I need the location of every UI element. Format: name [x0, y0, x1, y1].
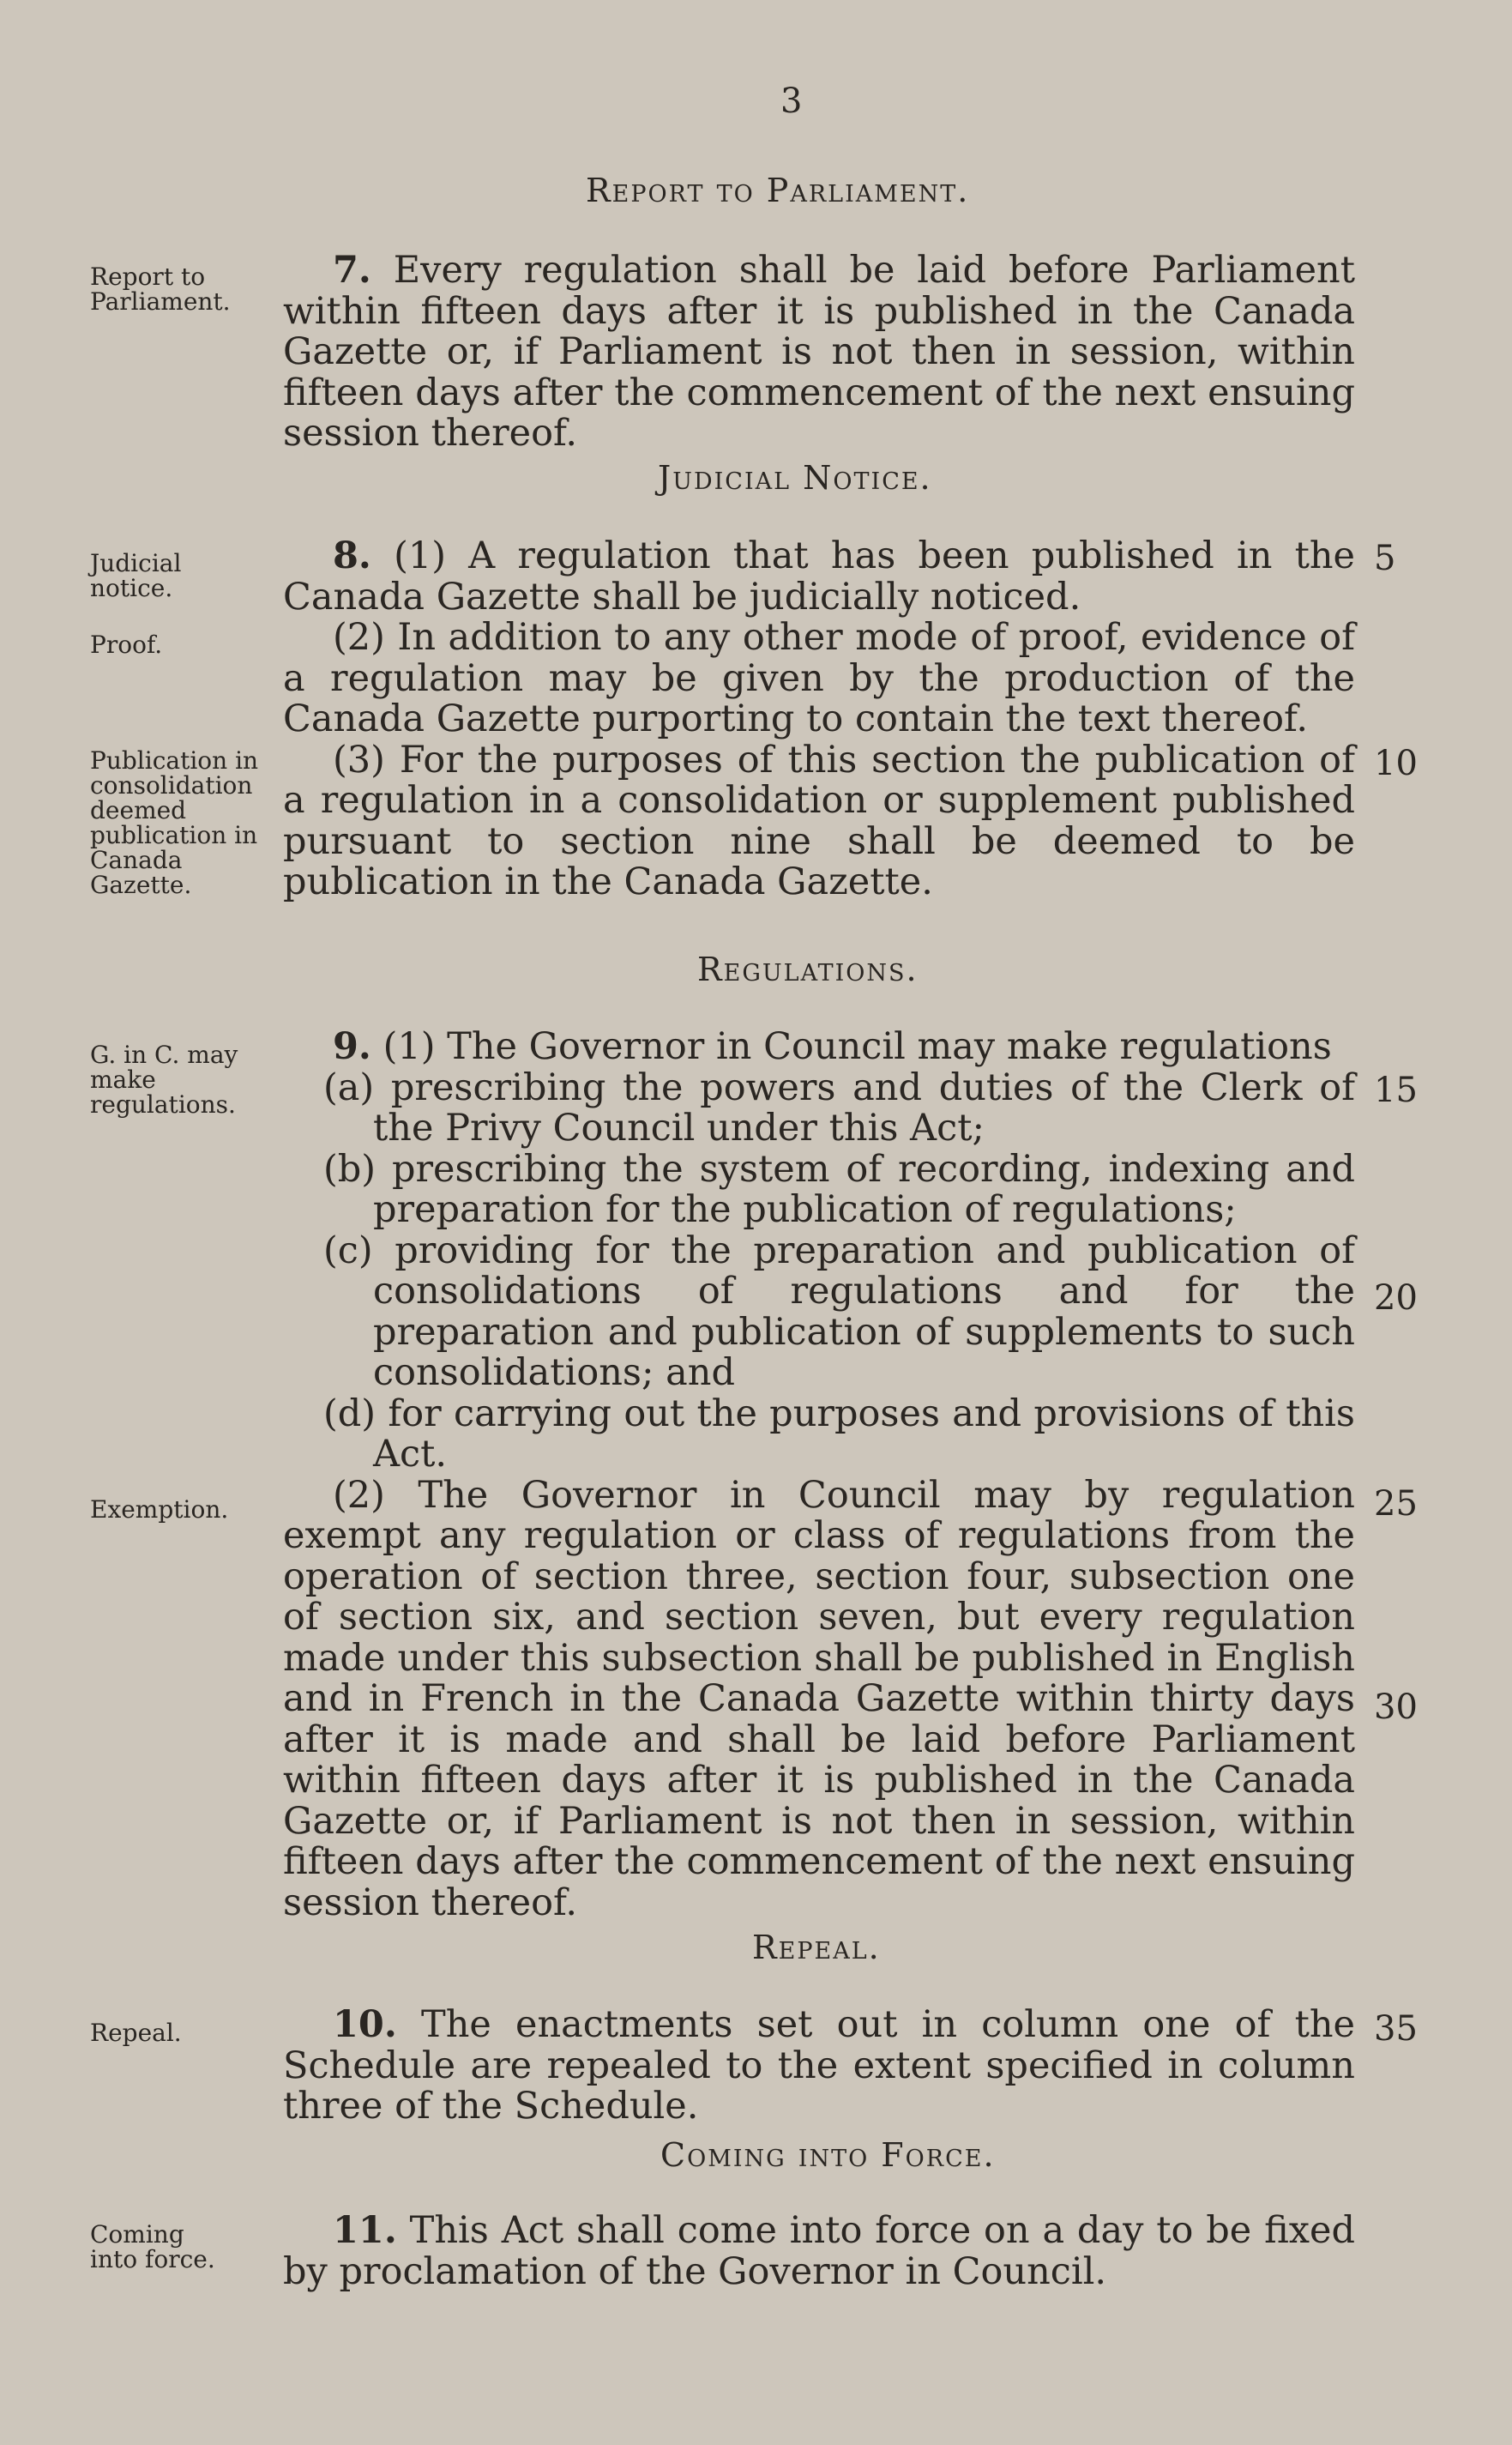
line-number-5: 5 — [1374, 539, 1396, 578]
margin-note-exemption: Exemption. — [90, 1495, 229, 1524]
page-number: 3 — [780, 82, 803, 121]
section-8-sub2: (2) In addition to any other mode of proof, evidence of a regulation may be given by the production of the Canada Gazette purporting to contain the text thereof. — [283, 616, 1355, 740]
section-8-sub3: (3) For the purposes of this section the publication of a regulation in a consolidation or supplement published pursuant to section nine shall be deemed to be publication in the Canada Gazette. — [283, 738, 1355, 903]
section-10 — [283, 2005, 1355, 2128]
section-number-10: 10. — [333, 2003, 397, 2046]
margin-note-gic: G. in C. may make regulations. — [90, 1041, 238, 1119]
heading-report-to-parliament: Report to Parliament. — [586, 172, 970, 209]
section-number-11: 11. — [333, 2209, 397, 2252]
section-9-item-d: (d) for carrying out the purposes and provisions of this Act. — [323, 1392, 1355, 1476]
line-number-25: 25 — [1374, 1484, 1418, 1524]
section-11 — [283, 2211, 1355, 2292]
heading-regulations: Regulations. — [697, 951, 919, 988]
section-number-8: 8. — [333, 534, 371, 577]
margin-note-publication: Publication in consolidation deemed publication in Canada Gazette. — [90, 746, 259, 899]
section-number-9: 9. — [333, 1025, 371, 1068]
line-number-35: 35 — [1374, 2009, 1418, 2049]
section-9-item-a: (a) prescribing the powers and duties of the Clerk of the Privy Council under this Act; — [323, 1066, 1355, 1150]
heading-coming-into-force: Coming into Force. — [660, 2136, 996, 2174]
section-9 — [283, 1027, 1355, 1923]
section-11-text: This Act shall come into force on a day to be fixed by proclamation of the Governor in Council. — [283, 2209, 1355, 2293]
section-10-text: The enactments set out in column one of the Schedule are repealed to the extent specified in column three of the Schedule. — [283, 2003, 1356, 2128]
margin-note-judicial-notice: Judicial notice. — [90, 549, 182, 602]
margin-note-coming-into-force: Coming into force. — [90, 2220, 215, 2273]
line-number-20: 20 — [1374, 1278, 1418, 1318]
line-number-10: 10 — [1374, 744, 1418, 783]
section-8 — [283, 536, 1355, 903]
heading-repeal: Repeal. — [752, 1929, 881, 1966]
margin-note-repeal: Repeal. — [90, 2019, 182, 2047]
section-9-intro: (1) The Governor in Council may make regulations — [383, 1025, 1332, 1068]
line-number-15: 15 — [1374, 1071, 1418, 1110]
section-7 — [283, 251, 1355, 455]
section-number-7: 7. — [333, 249, 371, 292]
line-number-30: 30 — [1374, 1687, 1418, 1727]
section-8-sub1: (1) A regulation that has been published in the Canada Gazette shall be judicially noticed. — [283, 534, 1355, 619]
section-9-item-b: (b) prescribing the system of recording, indexing and preparation for the publication of regulations; — [323, 1147, 1355, 1231]
section-9-sub2: (2) The Governor in Council may by regulation exempt any regulation or class of regulations from the operation of section three, section four, subsection one of section six, and section seven, but every regulation made under this subsection shall be published in English and in French in the Canada Gazette within thirty days after it is made and shall be laid before Parliament within fifteen days after it is published in the Canada Gazette or, if Parliament is not then in session, within fifteen days after the commencement of the next ensuing session thereof. — [283, 1473, 1355, 1924]
margin-note-report: Report to Parliament. — [90, 263, 231, 316]
heading-judicial-notice: Judicial Notice. — [658, 459, 932, 497]
margin-note-proof: Proof. — [90, 631, 163, 659]
section-7-text: Every regulation shall be laid before Parliament within fifteen days after it is published in the Canada Gazette or, if Parliament is not then in session, within fifteen days after the commencement of the next ensuing session thereof. — [283, 249, 1356, 455]
section-9-item-c: (c) providing for the preparation and publication of consolidations of regulations and for the preparation and publication of supplements to such consolidations; and — [323, 1229, 1355, 1394]
